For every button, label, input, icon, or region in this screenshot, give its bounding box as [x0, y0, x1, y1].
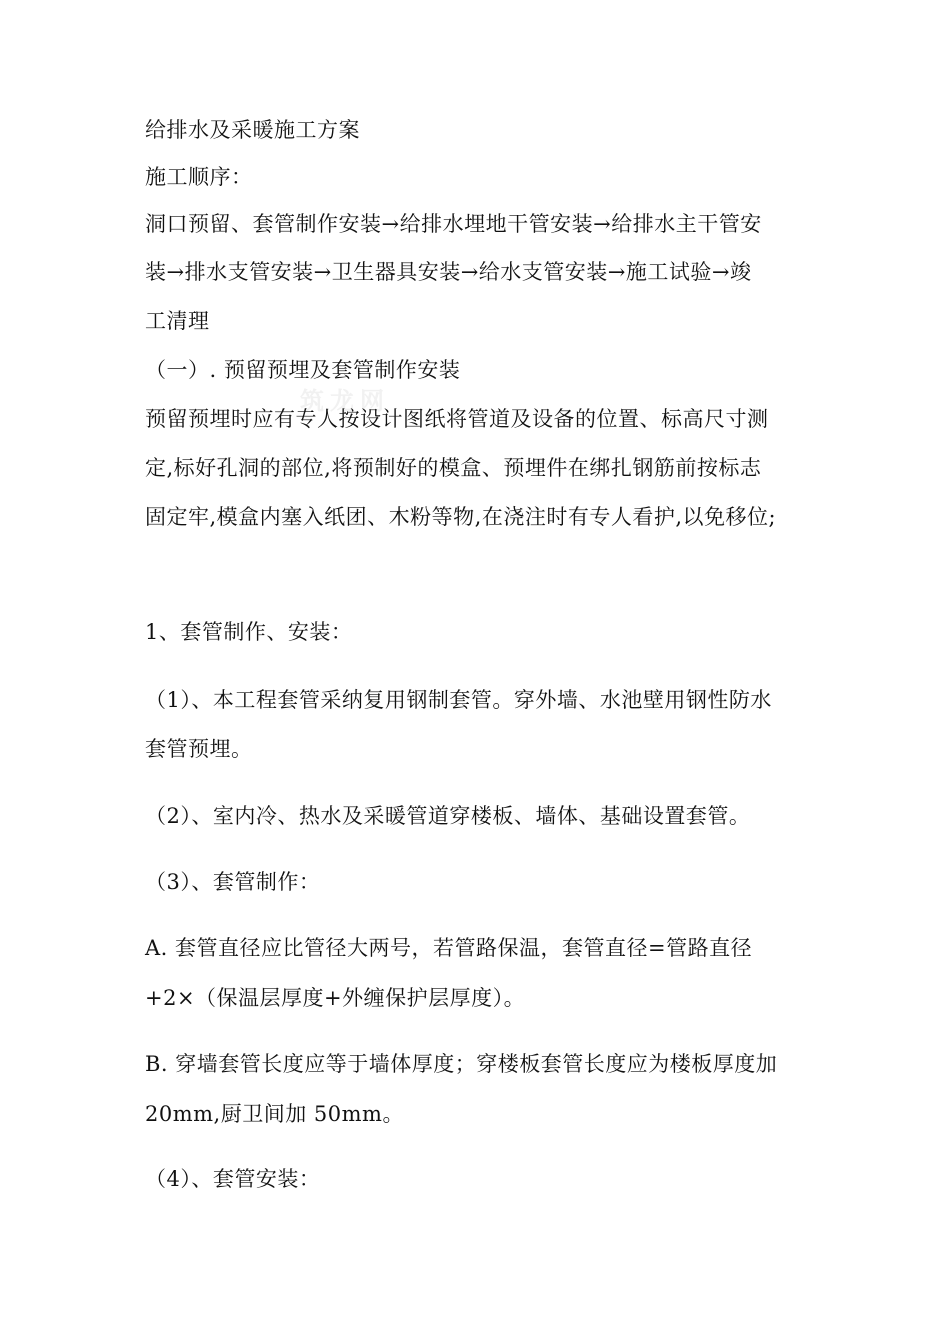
item-heading: 1、套管制作、安装： [145, 620, 353, 644]
document-title: 给排水及采暖施工方案 [145, 118, 360, 142]
list-item: （3）、套管制作： [145, 870, 321, 894]
sub-item-line: A. 套管直径应比管径大两号，若管路保温，套管直径=管路直径 [145, 936, 753, 960]
sub-item-line: +2×（保温层厚度+外缠保护层厚度）。 [145, 986, 526, 1010]
list-item: （4）、套管安装： [145, 1167, 321, 1191]
paragraph-line: 定,标好孔洞的部位,将预制好的模盒、预埋件在绑扎钢筋前按标志 [145, 456, 762, 480]
sequence-line: 工清理 [145, 309, 210, 333]
sequence-heading: 施工顺序： [145, 165, 253, 189]
watermark: 筑龙网 [300, 386, 390, 415]
list-item-line: 套管预埋。 [145, 737, 253, 761]
sequence-line: 洞口预留、套管制作安装→给排水埋地干管安装→给排水主干管安 [145, 212, 762, 236]
paragraph-line: 预留预埋时应有专人按设计图纸将管道及设备的位置、标高尺寸测 [145, 407, 769, 431]
list-item: （2）、室内冷、热水及采暖管道穿楼板、墙体、基础设置套管。 [145, 804, 751, 828]
sequence-line: 装→排水支管安装→卫生器具安装→给水支管安装→施工试验→竣 [145, 260, 752, 284]
sub-item-line: B. 穿墙套管长度应等于墙体厚度；穿楼板套管长度应为楼板厚度加 [145, 1052, 778, 1076]
paragraph-line: 固定牢,模盒内塞入纸团、木粉等物,在浇注时有专人看护,以免移位; [145, 505, 777, 529]
section-heading: （一）. 预留预埋及套管制作安装 [145, 358, 461, 382]
list-item-line: （1）、本工程套管采纳复用钢制套管。穿外墙、水池壁用钢性防水 [145, 688, 772, 712]
sub-item-line: 20mm,厨卫间加 50mm。 [145, 1102, 404, 1126]
